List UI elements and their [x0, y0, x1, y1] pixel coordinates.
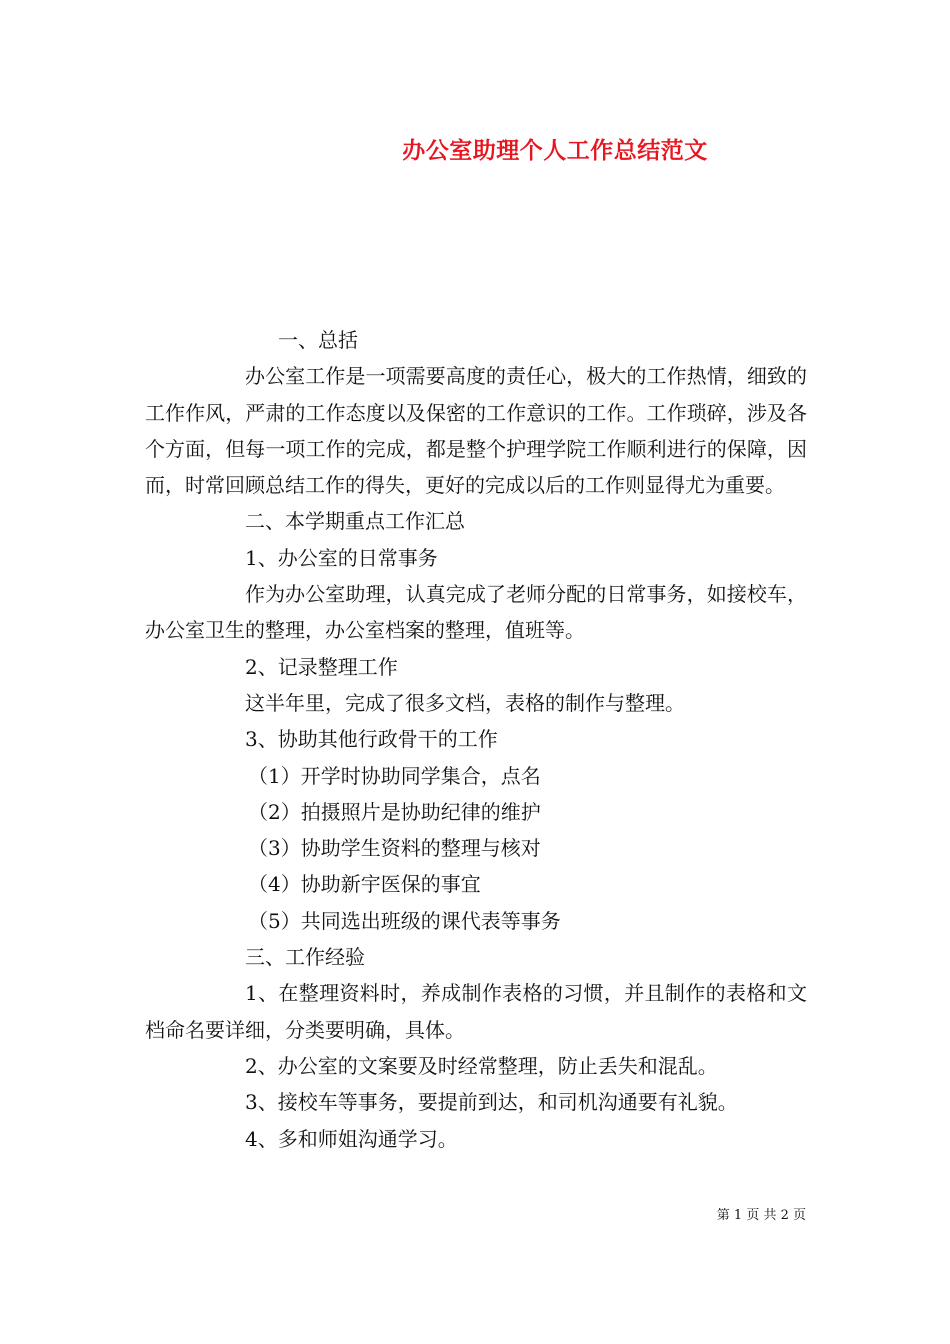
list-item: （2）拍摄照片是协助纪律的维护 — [248, 799, 541, 824]
list-item: （1）开学时协助同学集合，点名 — [248, 763, 541, 788]
paragraph-daily-affairs: 作为办公室助理，认真完成了老师分配的日常事务，如接校车，办公室卫生的整理，办公室档案的整理，值班等。 — [145, 582, 807, 643]
paragraph-experience-2: 2、办公室的文案要及时经常整理，防止丢失和混乱。 — [245, 1053, 718, 1078]
paragraph-experience-1: 1、在整理资料时，养成制作表格的习惯，并且制作的表格和文档命名要详细，分类要明确，具体。 — [145, 981, 807, 1042]
subheading-daily-affairs: 1、办公室的日常事务 — [245, 545, 438, 570]
list-item: （3）协助学生资料的整理与核对 — [248, 836, 541, 861]
page-number: 第 1 页 共 2 页 — [716, 1208, 806, 1223]
subheading-assist: 3、协助其他行政骨干的工作 — [245, 727, 498, 752]
paragraph-summary: 办公室工作是一项需要高度的责任心，极大的工作热情，细致的工作作风，严肃的工作态度以及保密的工作意识的工作。工作琐碎，涉及各个方面，但每一项工作的完成，都是整个护理学院工作顺利进行的保障，因而，时常回顾总结工作的得失，更好的完成以后的工作则显得尤为重要。 — [145, 364, 807, 498]
list-item: （5）共同选出班级的课代表等事务 — [248, 908, 561, 933]
section-heading-experience: 三、工作经验 — [245, 945, 365, 970]
list-item: （4）协助新宇医保的事宜 — [248, 872, 481, 897]
paragraph-experience-3: 3、接校车等事务，要提前到达，和司机沟通要有礼貌。 — [245, 1090, 738, 1115]
document-title: 办公室助理个人工作总结范文 — [402, 137, 708, 164]
subheading-records: 2、记录整理工作 — [245, 654, 398, 679]
paragraph-records: 这半年里，完成了很多文档，表格的制作与整理。 — [245, 690, 685, 715]
paragraph-experience-4: 4、多和师姐沟通学习。 — [245, 1126, 458, 1151]
section-heading-key-work: 二、本学期重点工作汇总 — [245, 509, 465, 534]
section-heading-summary: 一、总括 — [278, 328, 358, 352]
document-body — [145, 322, 807, 1157]
